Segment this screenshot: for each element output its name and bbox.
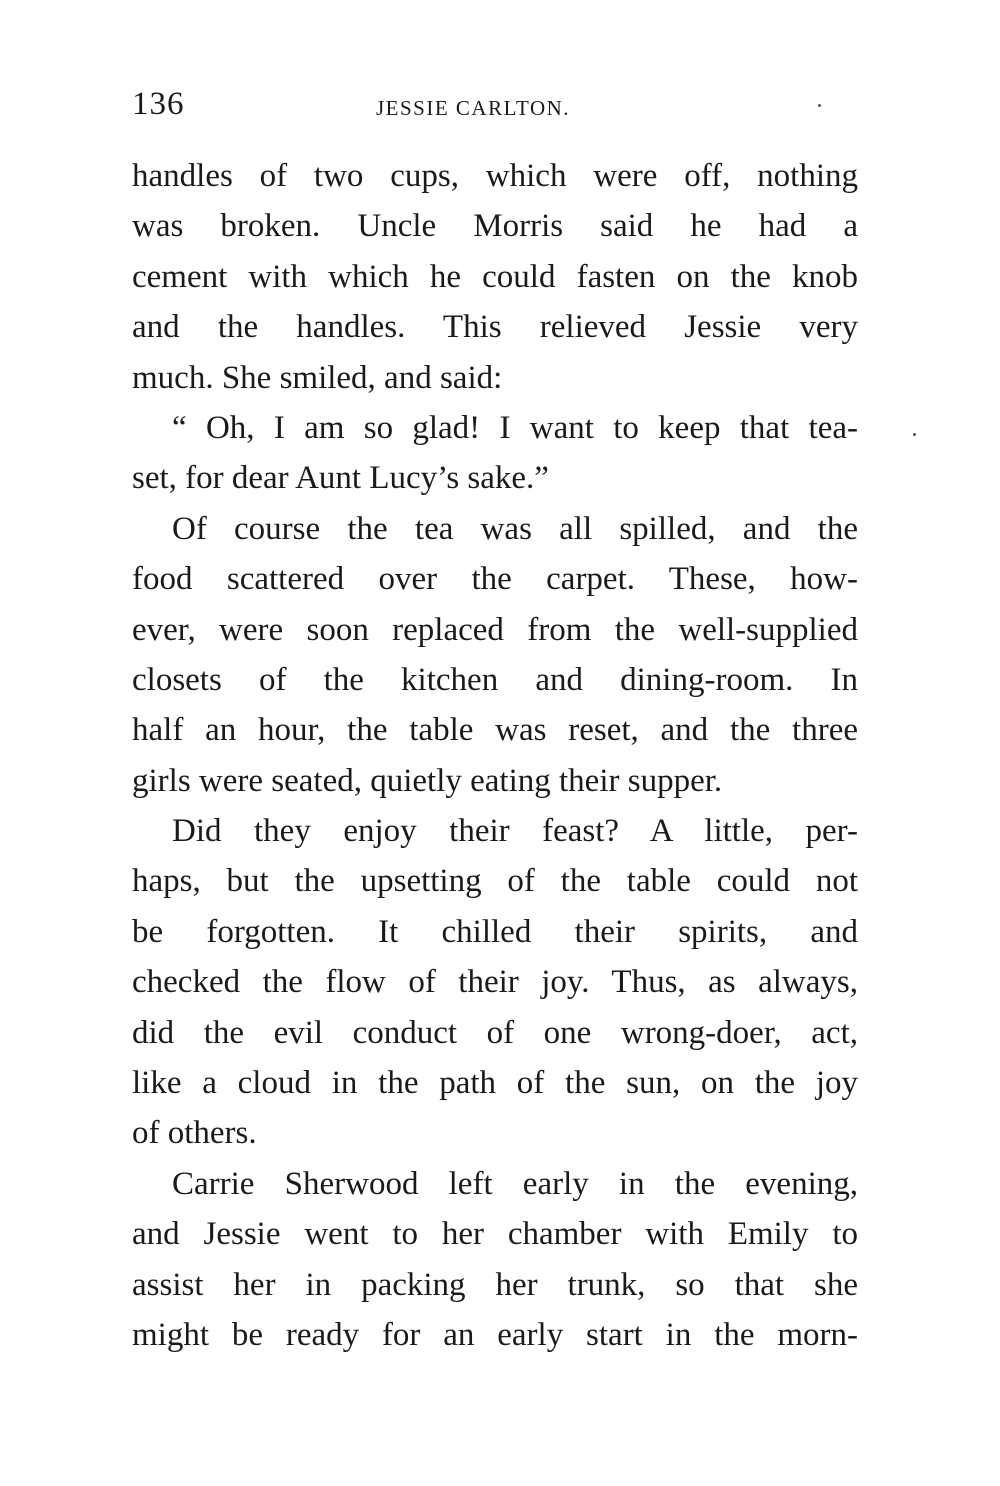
text-line: did the evil conduct of one wrong-doer, act, (132, 1014, 858, 1051)
text-line: Carrie Sherwood left early in the evening, (172, 1165, 858, 1202)
text-line: ever, were soon replaced from the well-supplied (132, 611, 858, 648)
print-speck (913, 433, 916, 436)
text-line: assist her in packing her trunk, so that she (132, 1266, 858, 1303)
page-number: 136 (132, 86, 185, 122)
text-line: and the handles. This relieved Jessie very (132, 309, 858, 346)
text-line: of others. (132, 1115, 257, 1152)
running-head (132, 82, 858, 126)
text-line: closets of the kitchen and dining-room. In (132, 661, 858, 698)
text-line: set, for dear Aunt Lucy’s sake.” (132, 460, 549, 497)
text-line: checked the flow of their joy. Thus, as always, (132, 964, 858, 1001)
text-line: Of course the tea was all spilled, and the (172, 510, 858, 547)
text-line: “ Oh, I am so glad! I want to keep that tea- (172, 409, 858, 446)
text-line: much. She smiled, and said: (132, 359, 503, 396)
text-line: might be ready for an early start in the morn- (132, 1316, 858, 1353)
text-line: and Jessie went to her chamber with Emily to (132, 1216, 858, 1253)
text-line: handles of two cups, which were off, nothing (132, 158, 858, 194)
text-line: half an hour, the table was reset, and the three (132, 712, 858, 749)
text-line: girls were seated, quietly eating their supper. (132, 762, 723, 799)
text-line: like a cloud in the path of the sun, on the joy (132, 1065, 858, 1102)
text-line: was broken. Uncle Morris said he had a (132, 208, 858, 245)
running-title: JESSIE CARLTON. (376, 96, 571, 120)
text-line: be forgotten. It chilled their spirits, and (132, 913, 858, 950)
text-line: food scattered over the carpet. These, how- (132, 561, 858, 598)
body-text (132, 151, 858, 1360)
text-line: Did they enjoy their feast? A little, per- (172, 813, 858, 850)
text-line: cement with which he could fasten on the knob (132, 258, 858, 295)
text-line: haps, but the upsetting of the table could not (132, 863, 858, 900)
print-speck (818, 104, 821, 107)
